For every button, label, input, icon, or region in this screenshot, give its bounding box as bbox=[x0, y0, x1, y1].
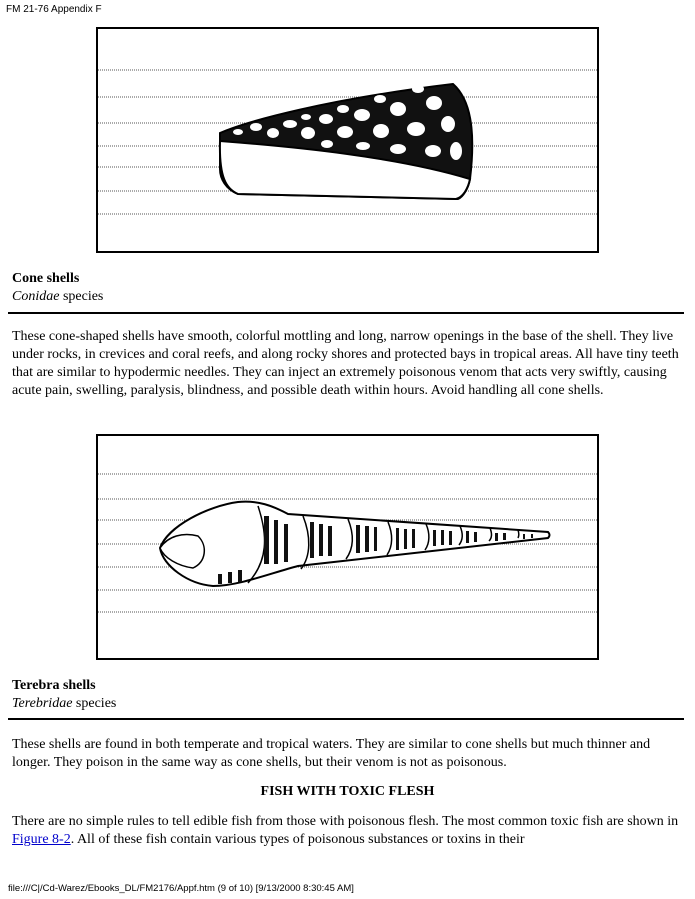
terebra-shell-description: These shells are found in both temperate and tropical waters. They are similar to cone shells but much thinner and longer. They poison in the same way as cone shells, but their venom is not as poisonous. bbox=[12, 737, 651, 770]
cone-shell-description: These cone-shaped shells have smooth, colorful mottling and long, narrow openings in the base of the shell. They live under rocks, in crevices and coral reefs, and along rocky shores and protected bays in tropical areas. All have tiny teeth that are similar to hypodermic needles. They can inject an extremely poisonous venom that acts very swiftly, causing acute pain, swelling, paralysis, blindness, and possible death within hours. Avoid handling all cone shells. bbox=[12, 329, 679, 398]
cone-shell-title: Cone shells bbox=[12, 271, 80, 286]
page-footer: file:///C|/Cd-Warez/Ebooks_DL/FM2176/Appf.htm (9 of 10) [9/13/2000 8:30:45 AM] bbox=[8, 883, 354, 894]
fish-section-heading: FISH WITH TOXIC FLESH bbox=[260, 784, 435, 799]
terebra-shell-latin-name: Terebridae bbox=[12, 696, 73, 711]
fish-text-before: There are no simple rules to tell edible fish from those with poisonous flesh. The most common toxic fish are shown in bbox=[12, 814, 679, 829]
section-divider bbox=[8, 718, 684, 720]
cone-shell-figure bbox=[96, 27, 599, 253]
cone-shell-caption bbox=[12, 270, 103, 306]
figure-8-2-link[interactable]: Figure 8-2 bbox=[12, 832, 71, 847]
cone-shell-illustration bbox=[98, 29, 599, 253]
fish-text-after: . All of these fish contain various types of poisonous substances or toxins in their bbox=[70, 832, 525, 847]
cone-shell-species-word: species bbox=[59, 289, 104, 304]
section-divider bbox=[8, 312, 684, 314]
terebra-shell-caption bbox=[12, 677, 116, 713]
page-header: FM 21-76 Appendix F bbox=[6, 4, 102, 15]
terebra-shell-illustration bbox=[98, 436, 599, 660]
fish-section-paragraph bbox=[12, 813, 684, 849]
terebra-shell-title: Terebra shells bbox=[12, 678, 96, 693]
terebra-shell-species-word: species bbox=[72, 696, 117, 711]
cone-shell-latin-name: Conidae bbox=[12, 289, 60, 304]
terebra-shell-figure bbox=[96, 434, 599, 660]
